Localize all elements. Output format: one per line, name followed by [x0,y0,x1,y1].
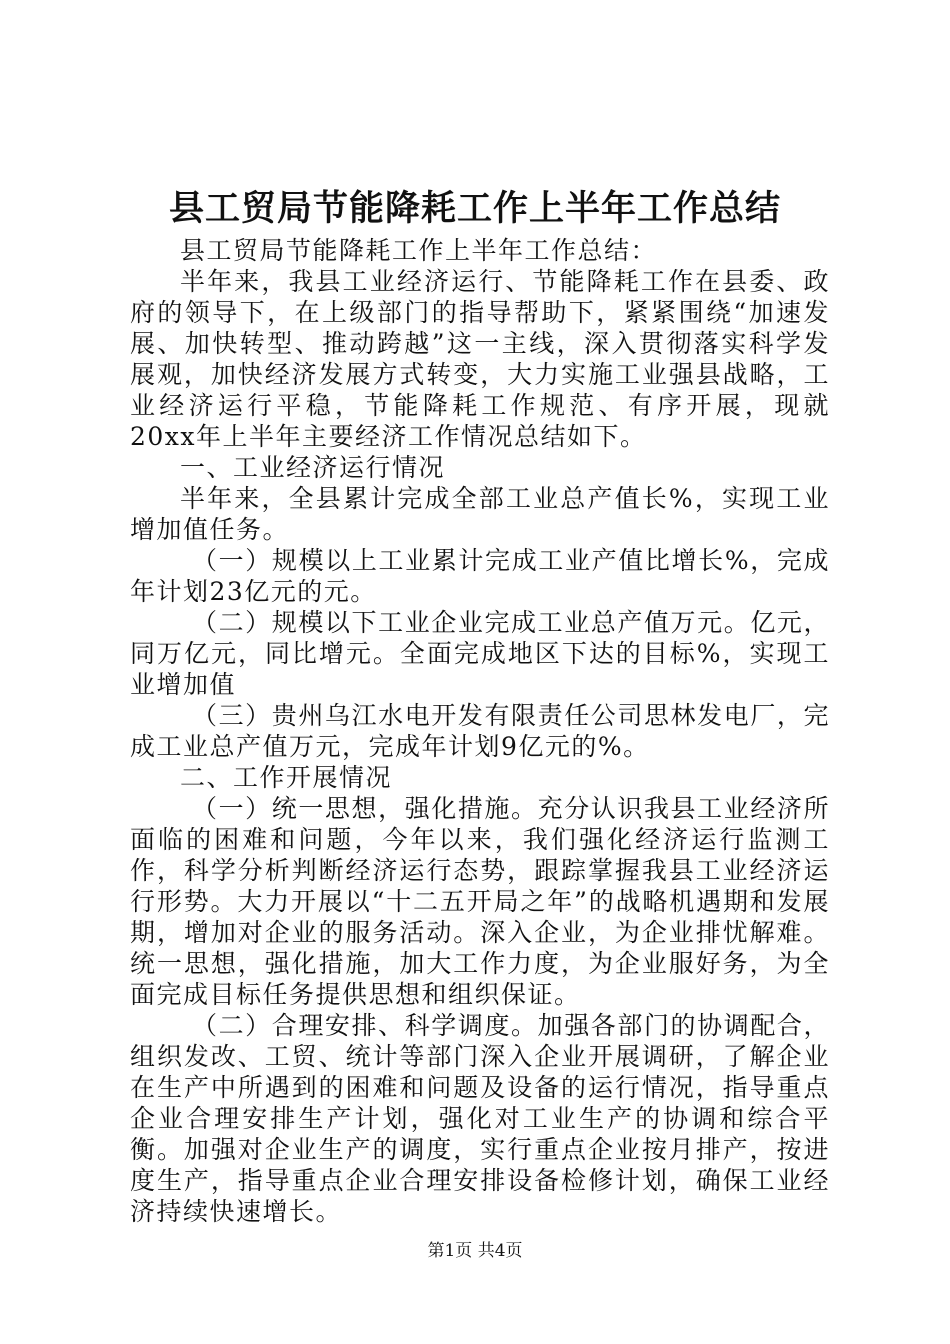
document-title: 县工贸局节能降耗工作上半年工作总结 [168,188,781,229]
paragraph-work-2: （二）合理安排、科学调度。加强各部门的协调配合，组织发改、工贸、统计等部门深入企业开展调研，了解企业在生产中所遇到的困难和问题及设备的运行情况，指导重点企业合理安排生产计划，强化对工业生产的协调和综合平衡。加强对企业生产的调度，实行重点企业按月排产，按进度生产，指导重点企业合理安排设备检修计划，确保工业经济持续快速增长。 [130,1011,830,1226]
page-number-footer: 第1页 共4页 [427,1241,523,1261]
paragraph-summary: 半年来，我县工业经济运行、节能降耗工作在县委、政府的领导下，在上级部门的指导帮助下，紧紧围绕“加速发展、加快转型、推动跨越”这一主线，深入贯彻落实科学发展观，加快经济发展方式转变，大力实施工业强县战略，工业经济运行平稳，节能降耗工作规范、有序开展，现就20xx年上半年主要经济工作情况总结如下。 [130,267,830,451]
paragraph-intro: 县工贸局节能降耗工作上半年工作总结： [180,236,658,265]
paragraph-item-1: （一）规模以上工业累计完成工业产值比增长%，完成年计划23亿元的元。 [130,546,830,606]
document-body [130,235,830,1227]
paragraph-item-3: （三）贵州乌江水电开发有限责任公司思林发电厂，完成工业总产值万元，完成年计划9亿元的%。 [130,701,830,761]
paragraph-item-2: （二）规模以下工业企业完成工业总产值万元。亿元，同万亿元，同比增元。全面完成地区下达的目标%，实现工业增加值 [130,608,830,699]
paragraph-output: 半年来，全县累计完成全部工业总产值长%，实现工业增加值任务。 [130,484,830,544]
section-heading-2: 二、工作开展情况 [180,763,393,792]
paragraph-work-1: （一）统一思想，强化措施。充分认识我县工业经济所面临的困难和问题，今年以来，我们强化经济运行监测工作，科学分析判断经济运行态势，跟踪掌握我县工业经济运行形势。大力开展以“十二五开局之年”的战略机遇期和发展期，增加对企业的服务活动。深入企业，为企业排忧解难。统一思想，强化措施，加大工作力度，为企业服好务，为全面完成目标任务提供思想和组织保证。 [130,794,830,1009]
section-heading-1: 一、工业经济运行情况 [180,453,446,482]
